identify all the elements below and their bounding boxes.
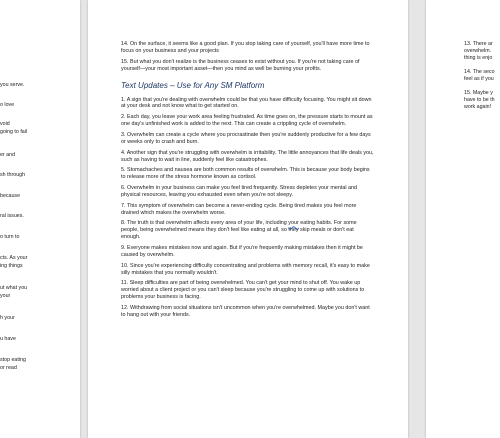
text-fragment: overwhelm. <box>464 48 492 54</box>
list-item: 12. Withdrawing from social situations isn't uncommon when you're overwhelmed. Maybe you don't want to hang out with your friends. <box>121 305 370 318</box>
paragraph: 15. But what you don't realize is the business ceases to exist without you. If you're not taking care of yourself—your most important asset—then you mind as well be burning your profits. <box>121 58 360 72</box>
paragraph: 14. On the surface, it seems like a good plan. If you stop taking care of yourself, you'll have more time to focus on your business and your projects <box>121 41 370 54</box>
text-fragment: work again! <box>464 104 492 110</box>
list-item: 9. Everyone makes mistakes now and again. But if you're frequently making mistakes then it might be caused by overwhelm. <box>121 245 363 258</box>
list-item: 1. A sign that you're dealing with overwhelm could be that you have difficulty focusing. You might sit down at your desk and not know what to get started on. <box>121 96 372 110</box>
text-fragment: have to be th <box>464 97 495 103</box>
right-page <box>426 0 500 438</box>
text-fragment: cts. As your <box>0 255 28 261</box>
text-fragment: 14. The seco <box>464 69 495 75</box>
item-text: 8. The truth is that overwhelm affects every area of your life, including <box>121 220 289 227</box>
list-item: 10. Since you're experiencing difficulty concentrating and problems with memory recall, it's easy to make silly mistakes that you normally wouldn't. <box>121 262 370 276</box>
text-fragment: your <box>0 293 11 299</box>
text-fragment: ut what you <box>0 285 28 291</box>
text-fragment: 15. Maybe y <box>464 90 493 96</box>
text-fragment: o love <box>0 102 15 108</box>
text-fragment: ing things <box>0 263 23 269</box>
list-item: 2. Each day, you leave your work area feeling frustrated. As time goes on, the pressure starts to mount as one day's unfinished work is added to the next. This can create a crippling cycle of overwhelm. <box>121 114 373 128</box>
text-fragment: ral issues. <box>0 213 24 219</box>
text-fragment: h your <box>0 315 15 321</box>
spellcheck-flagged-word[interactable]: your <box>288 220 299 227</box>
list-item: 7. This symptom of overwhelm can become a never-ending cycle. Being tired makes you feel more drained which makes the overwhelm worse. <box>121 202 357 216</box>
document-page <box>88 0 408 438</box>
list-item: 4. Another sign that you're struggling with overwhelm is irritability. The little annoyances that life deals you, such as having to wait in line, suddenly feel like catastrophes. <box>121 149 374 163</box>
list-item: 5. Stomachaches and nausea are both common results of overwhelm. This is because your body begins to release more of the stress hormone known as cortisol. <box>121 167 370 181</box>
section-heading: Text Updates – Use for Any SM Platform <box>121 80 265 90</box>
text-fragment: u have <box>0 336 16 342</box>
list-item <box>121 220 374 241</box>
text-fragment: void <box>0 121 10 127</box>
text-fragment: feel as if you <box>464 76 494 82</box>
list-item: 6. Overwhelm in your business can make you feel tired frequently. Stress depletes your mental and physical resources, leaving you exhausted even when you're not sleepy. <box>121 185 358 198</box>
text-fragment: going to fail <box>0 129 28 135</box>
list-item: 3. Overwhelm can create a cycle where you procrastinate then you're suddenly productive for a few days or weeks only to crash and burn. <box>121 131 371 145</box>
text-fragment: stop eating <box>0 357 26 363</box>
text-fragment: or read <box>0 365 17 371</box>
list-item: 11. Sleep difficulties are part of being overwhelmed. You can't get your mind to shut off. You wake up worried about a client project or you can't sleep because you're struggling to come up with solutions to problems your business is facing. <box>121 280 365 301</box>
text-fragment: o turn to <box>0 234 20 240</box>
text-fragment: thing is enjo <box>464 55 493 61</box>
text-fragment: er and <box>0 152 16 158</box>
text-fragment: 13. There ar <box>464 41 493 47</box>
item-text: eating habits. For some people, being overwhelmed means they don't feel like eating at all, so they skip meals or don't eat enough. <box>121 220 357 241</box>
text-fragment: because <box>0 193 21 199</box>
left-page <box>0 0 80 438</box>
text-fragment: sh through <box>0 172 26 178</box>
page-body <box>121 41 374 323</box>
text-fragment: you serve. <box>0 82 25 88</box>
